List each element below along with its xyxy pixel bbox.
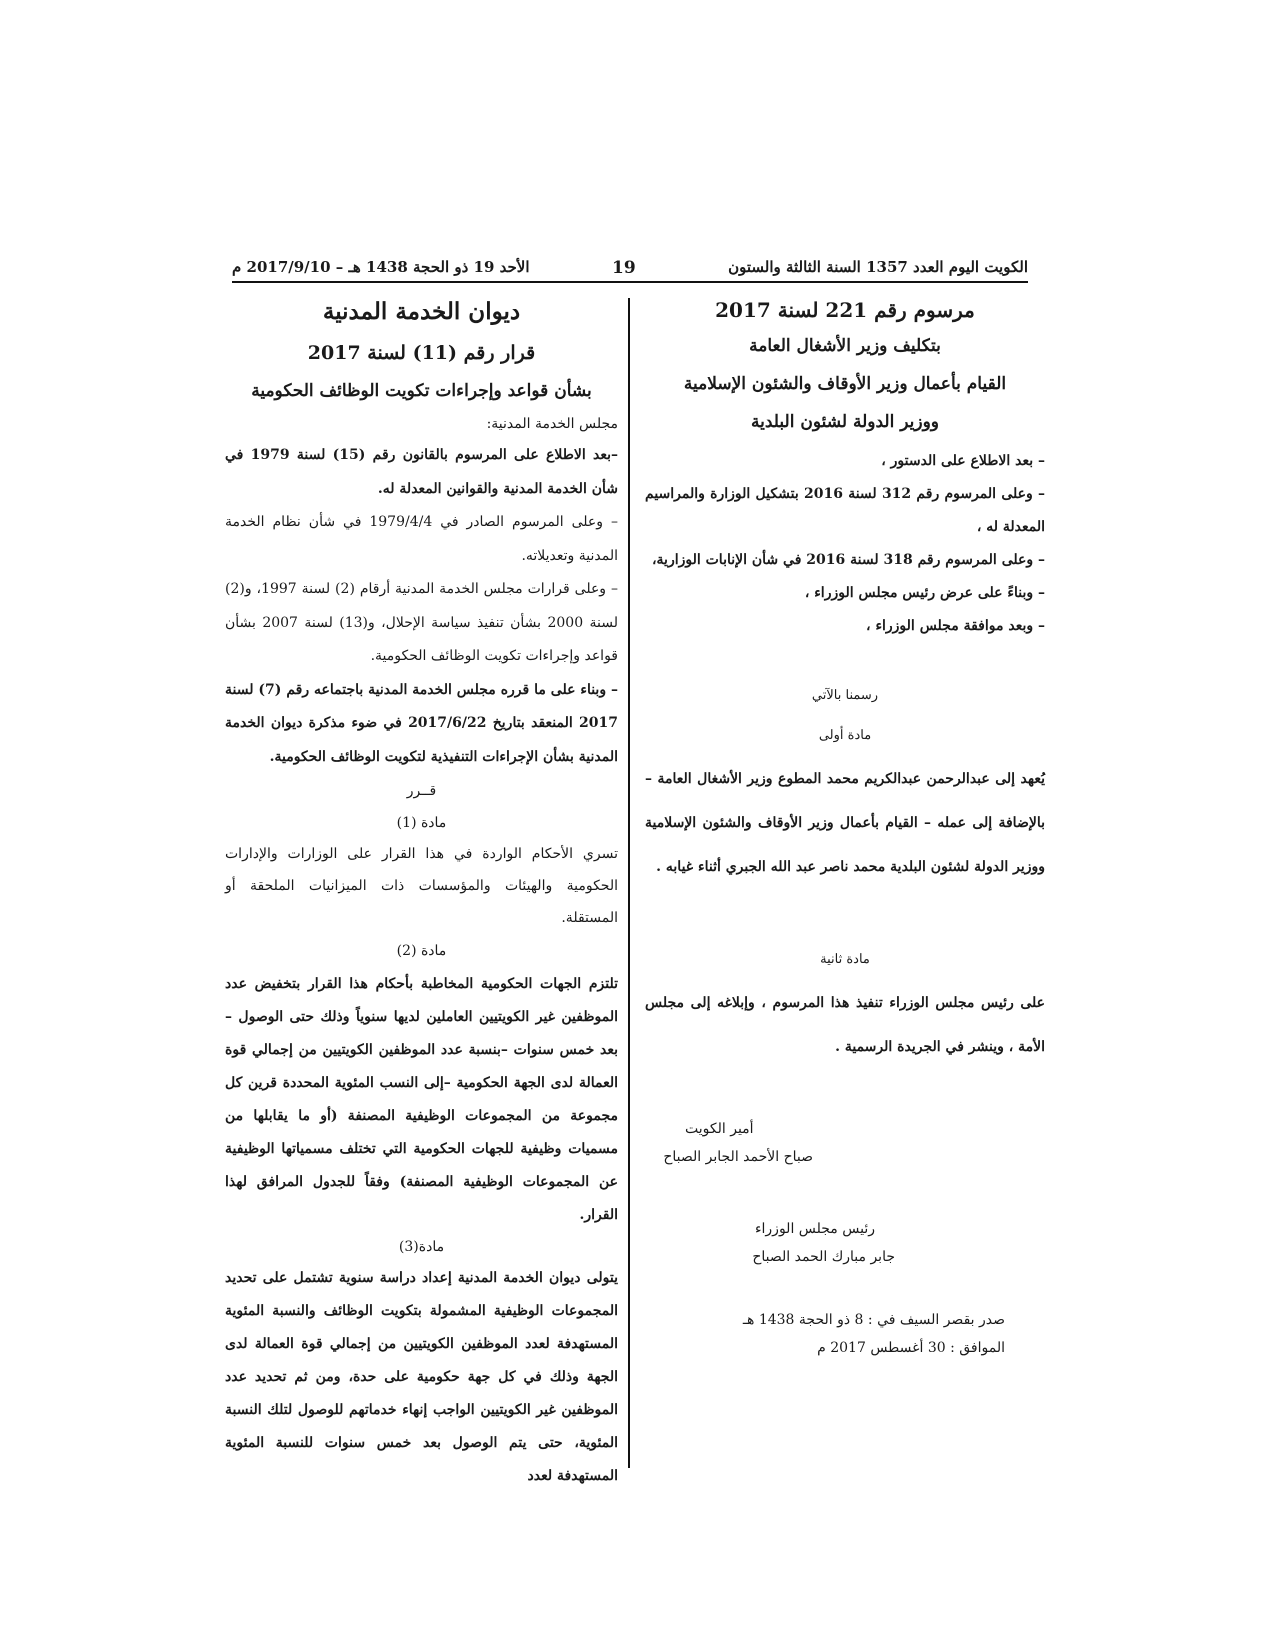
header-issue: الكويت اليوم العدد 1357 السنة الثالثة والستون (728, 258, 1028, 276)
resolution-org: ديوان الخدمة المدنية (322, 298, 521, 325)
resolution-article-1-text: تسري الأحكام الواردة في هذا القرار على الوزارات والإدارات الحكومية والهيئات والمؤسسات ذات الميزانيات الملحقة أو المستقلة. (225, 846, 618, 926)
page-header (232, 252, 1028, 282)
decree-subtitle-2: القيام بأعمال وزير الأوقاف والشئون الإسلامية (683, 374, 1007, 394)
resolution-title: قرار رقم (11) لسنة 2017 (307, 342, 536, 364)
emir-title: أمير الكويت (685, 1121, 754, 1137)
decree-article-1-text: يُعهد إلى عبدالرحمن عبدالكريم محمد المطوع وزير الأشغال العامة – بالإضافة إلى عمله – القيام بأعمال وزير الأوقاف والشئون الإسلامية ووزير الدولة لشئون البلدية محمد ناصر عبد الله الجبري أثناء غيابه . (645, 771, 1045, 875)
resolution-article-3-text: يتولى ديوان الخدمة المدنية إعداد دراسة سنوية تشتمل على تحديد المجموعات الوظيفية المشمولة بتكويت الوظائف والنسبة المئوية المستهدفة لعدد الموظفين الكويتيين من إجمالي قوة العمالة لدى الجهة وذلك في كل جهة حكومية على حدة، ومن ثم تحديد عدد الموظفين غير الكويتيين الواجب إنهاء خدماتهم للوصول لتلك النسبة المئوية، حتى يتم الوصول بعد خمس سنوات للنسبة المئوية المستهدفة لعدد (225, 1270, 618, 1484)
issued-gregorian-date: الموافق : 30 أغسطس 2017 م (817, 1340, 1005, 1356)
emir-signature (645, 1115, 1045, 1143)
resolution-article-3-title: مادة(3) (398, 1239, 445, 1255)
decreed-heading: رسمنا بالآتي (811, 688, 879, 703)
header-date: الأحد 19 ذو الحجة 1438 هـ – 2017/9/10 م (232, 258, 530, 276)
decree-article-1-title: مادة أولى (818, 728, 872, 743)
decree-article-2-text: على رئيس مجلس الوزراء تنفيذ هذا المرسوم ، وإبلاغه إلى مجلس الأمة ، وينشر في الجريدة الرسمية . (645, 995, 1045, 1055)
resolution-subject: بشأن قواعد وإجراءات تكويت الوظائف الحكومية (251, 381, 592, 401)
resolution-council: مجلس الخدمة المدنية: (486, 416, 618, 432)
decree-title: مرسوم رقم 221 لسنة 2017 (715, 298, 975, 322)
preamble-line: – وبناءً على عرض رئيس مجلس الوزراء ، (804, 585, 1045, 601)
preamble-line: – وعلى قرارات مجلس الخدمة المدنية أرقام (2) لسنة 1997، و(2) لسنة 2000 بشأن تنفيذ سياسة الإحلال، و(13) لسنة 2007 بشأن قواعد وإجراءات تكويت الوظائف الحكومية. (225, 581, 618, 664)
decree-subtitle-3: ووزير الدولة لشئون البلدية (751, 412, 939, 432)
preamble-line: – بعد الاطلاع على الدستور ، (881, 453, 1045, 469)
column-divider (628, 298, 630, 1468)
decree-column (645, 295, 1045, 1361)
preamble-line: – وعلى المرسوم رقم 318 لسنة 2016 في شأن الإنابات الوزارية، (652, 552, 1045, 568)
preamble-line: –بعد الاطلاع على المرسوم بالقانون رقم (15) لسنة 1979 في شأن الخدمة المدنية والقوانين المعدلة له. (225, 447, 618, 497)
page-number: 19 (612, 258, 636, 278)
resolution-preamble (225, 439, 618, 774)
decree-article-2-title: مادة ثانية (820, 952, 870, 967)
resolution-article-2-text: تلتزم الجهات الحكومية المخاطبة بأحكام هذا القرار بتخفيض عدد الموظفين غير الكويتيين العاملين لديها سنوياً وذلك حتى الوصول –بعد خمس سنوات –بنسبة عدد الموظفين الكويتيين من إجمالي قوة العمالة لدى الجهة الحكومية –إلى النسب المئوية المحددة قرين كل مجموعة من المجموعات الوظيفية المصنفة (أو ما يقابلها من مسميات وظيفية للجهات الحكومية التي تختلف مسمياتها الوظيفية عن المجموعات الوظيفية المصنفة) وفقاً للجدول المرافق لهذا القرار. (225, 976, 618, 1223)
pm-name: جابر مبارك الحمد الصباح (752, 1249, 895, 1265)
resolution-column (225, 295, 618, 1493)
preamble-line: – وعلى المرسوم رقم 312 لسنة 2016 بتشكيل الوزارة والمراسيم المعدلة له ، (645, 486, 1045, 535)
decree-subtitle-1: بتكليف وزير الأشغال العامة (749, 336, 941, 356)
pm-title: رئيس مجلس الوزراء (754, 1221, 875, 1237)
preamble-line: – وعلى المرسوم الصادر في 1979/4/4 في شأن نظام الخدمة المدنية وتعديلاته. (225, 514, 618, 564)
emir-name: صباح الأحمد الجابر الصباح (663, 1149, 813, 1165)
issued-place-date: صدر بقصر السيف في : 8 ذو الحجة 1438 هـ (742, 1312, 1005, 1328)
header-rule (232, 281, 1028, 283)
resolution-article-1-title: مادة (1) (396, 815, 447, 831)
preamble-line: – وبناء على ما قرره مجلس الخدمة المدنية باجتماعه رقم (7) لسنة 2017 المنعقد بتاريخ 2017/6/22 في ضوء مذكرة ديوان الخدمة المدنية بشأن الإجراءات التنفيذية لتكويت الوظائف الحكومية. (225, 681, 619, 765)
preamble-line: – وبعد موافقة مجلس الوزراء ، (866, 618, 1045, 634)
decree-preamble (645, 445, 1045, 643)
resolution-article-2-title: مادة (2) (396, 943, 447, 959)
decided-heading: قــرر (406, 783, 437, 799)
